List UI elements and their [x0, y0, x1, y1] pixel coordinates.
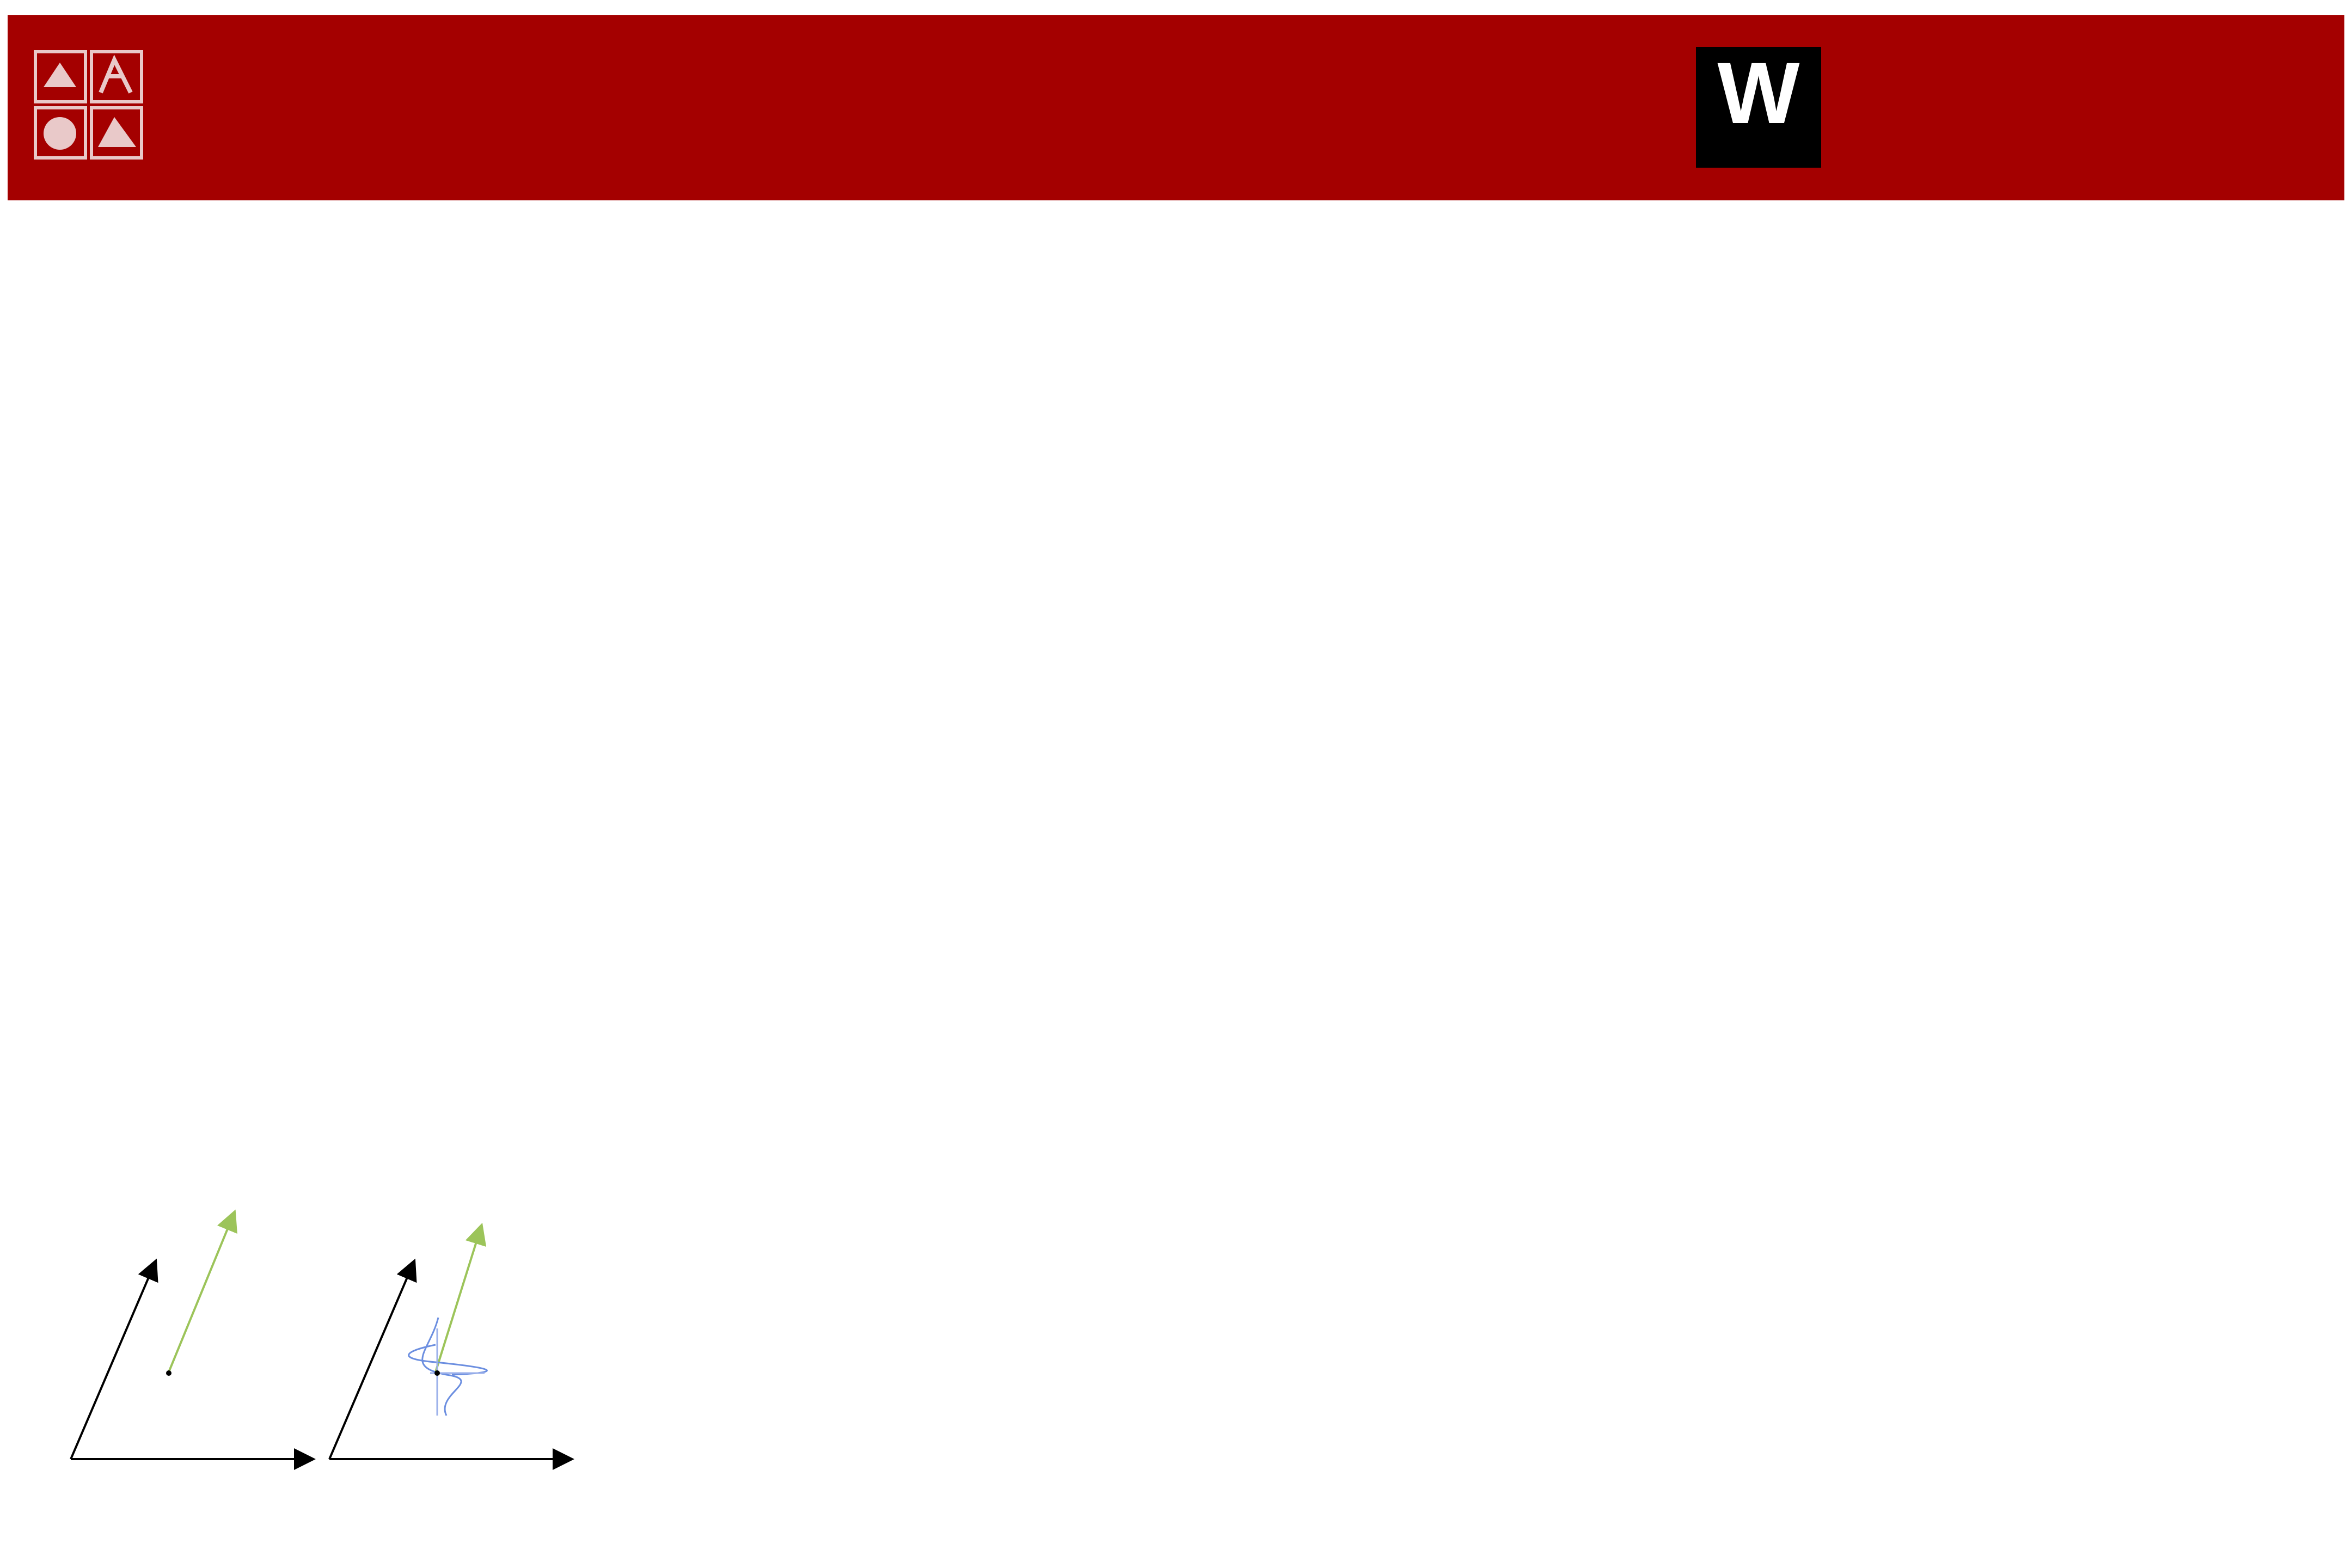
td-gradient-arrow — [169, 1220, 231, 1372]
bristol-crest-icon — [33, 49, 147, 163]
university-of-bristol-logo — [33, 44, 414, 163]
variance-chart — [904, 1241, 1448, 1481]
taylor-point — [434, 1370, 440, 1376]
taylor-a-axis — [329, 1269, 411, 1459]
geometric-diagram — [54, 1187, 653, 1492]
toy-example-chart — [898, 855, 1443, 1165]
td-a-axis — [71, 1269, 152, 1459]
neurips-logo — [1944, 38, 2325, 174]
performance-chart — [1644, 648, 2308, 1089]
taylor-gradient-arrow — [436, 1233, 479, 1372]
wellcome-logo — [1696, 44, 1821, 168]
neurips-dots-icon — [1944, 38, 2031, 174]
qr-code[interactable] — [2183, 1399, 2319, 1535]
td-point — [166, 1370, 171, 1376]
env-variance-chart — [1644, 294, 2308, 517]
wellcome-w-icon: W — [1717, 44, 1800, 142]
